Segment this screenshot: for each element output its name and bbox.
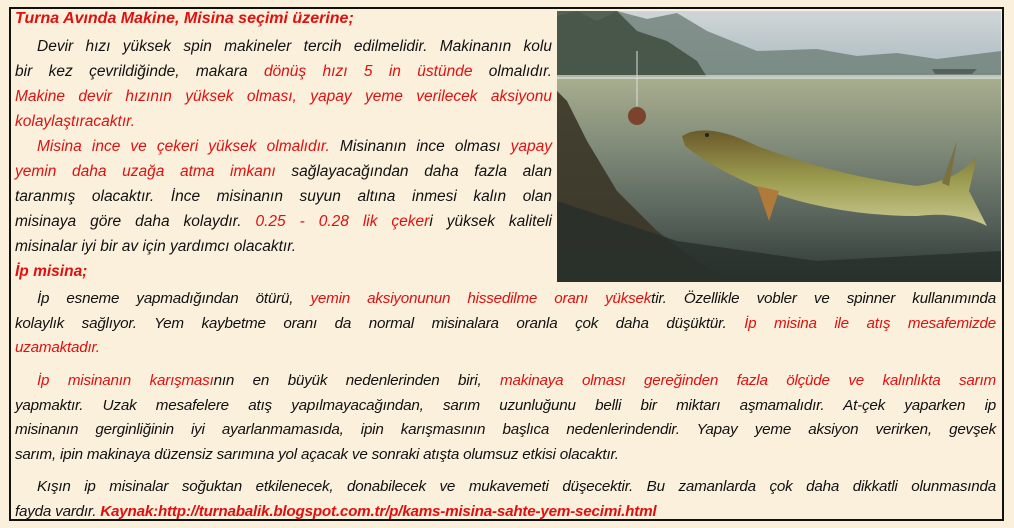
text-line — [15, 369, 996, 394]
highlighted-text: kolaylaştıracaktır. — [15, 113, 136, 130]
text-line — [15, 500, 996, 525]
highlighted-text: yemin aksiyonunun hissedilme oranı yüksek — [310, 290, 652, 307]
body-text: Devir hızı yüksek spin makineler tercih edilmelidir. Makinanın kolu — [37, 38, 552, 55]
text-line — [15, 475, 996, 500]
text-line — [15, 336, 996, 361]
body-text: fayda vardır. — [15, 502, 101, 520]
body-text: olmalıdır. — [472, 63, 552, 80]
text-line — [15, 312, 996, 337]
paragraph-karisma — [15, 369, 996, 467]
text-line — [15, 109, 552, 134]
body-text: misinanın gerginliğinin iyi ayarlanmamasıda, ipin karışmasının başlıca nedenlerindendir. Yapay yeme aksiyon verirken, gevşek — [15, 421, 996, 438]
pike-painting-image — [557, 11, 1001, 282]
highlighted-text: 0.25 - 0.28 lik çeker — [255, 213, 430, 230]
highlighted-text: makinaya olması gereğinden fazla ölçüde ve kalınlıkta sarım — [500, 372, 996, 389]
highlighted-text: uzamaktadır. — [15, 339, 100, 356]
text-line — [15, 59, 552, 84]
highlighted-text: dönüş hızı 5 in üstünde — [263, 63, 473, 80]
highlighted-text: Kaynak:http://turnabalik.blogspot.com.tr/p/kams-misina-sahte-yem-secimi.html — [100, 502, 657, 520]
text-line — [15, 443, 996, 468]
highlighted-text: İp misina; — [15, 263, 88, 280]
body-text: misinalar iyi bir av için yardımcı olacaktır. — [15, 238, 297, 255]
highlighted-text: İp misina ile atış mesafemizde — [744, 314, 996, 332]
text-line — [15, 159, 552, 184]
body-text: taranmış olacaktır. İnce misinanın suyun altına inmesi kalın olan — [15, 188, 552, 205]
body-text: misinaya göre daha kolaydır. — [15, 213, 256, 230]
paragraph-kis — [15, 475, 996, 524]
text-line — [15, 259, 552, 284]
body-text: bir kez çevrildiğinde, makara — [15, 63, 264, 80]
text-line — [15, 418, 996, 443]
body-text: i yüksek kaliteli — [429, 213, 552, 230]
body-text: yapmaktır. Uzak mesafelere atış yapılmayacağından, sarım uzunluğunu belli bir miktarı aşmamalıdır. At-çek yaparken ip — [15, 396, 996, 414]
text-line — [15, 34, 552, 59]
body-text: kolaylık sağlıyor. Yem kaybetme oranı da normal misinalara oranla çok daha düşüktür. — [15, 314, 745, 332]
text-line — [15, 234, 552, 259]
body-text: nın en büyük nedenlerinden biri, — [213, 372, 501, 389]
highlighted-text: Misina ince ve çekeri yüksek olmalıdır. — [37, 138, 330, 155]
highlighted-text: Makine devir hızının yüksek olması, yapay yeme verilecek aksiyonu — [15, 88, 552, 105]
text-line — [15, 84, 552, 109]
body-text: tir. Özellikle vobler ve spinner kullanımında — [651, 290, 997, 307]
body-text: sağlayacağından daha fazla alan — [275, 163, 552, 180]
text-line — [15, 394, 996, 419]
body-text: sarım, ipin makinaya düzensiz sarımına yol açacak ve sonraki atışta olumsuz etkisi olacaktır. — [15, 445, 619, 463]
body-text: Misinanın ince olması — [329, 138, 511, 155]
document-title: Turna Avında Makine, Misina seçimi üzerine; — [15, 10, 354, 27]
body-text: Kışın ip misinalar soğuktan etkilenecek, donabilecek ve mukavemeti düşecektir. Bu zamanlarda çok daha dikkatli olunmasında — [37, 478, 996, 495]
text-line — [15, 184, 552, 209]
text-line — [15, 287, 996, 312]
text-line — [15, 134, 552, 159]
highlighted-text: yapay — [510, 138, 552, 155]
top-text-column — [15, 34, 552, 284]
highlighted-text: yemin daha uzağa atma imkanı — [15, 163, 276, 180]
body-text: İp esneme yapmadığından ötürü, — [37, 290, 311, 307]
highlighted-text: İp misinanın karışması — [37, 372, 214, 389]
paragraph-ip-misina — [15, 287, 996, 361]
text-line — [15, 209, 552, 234]
